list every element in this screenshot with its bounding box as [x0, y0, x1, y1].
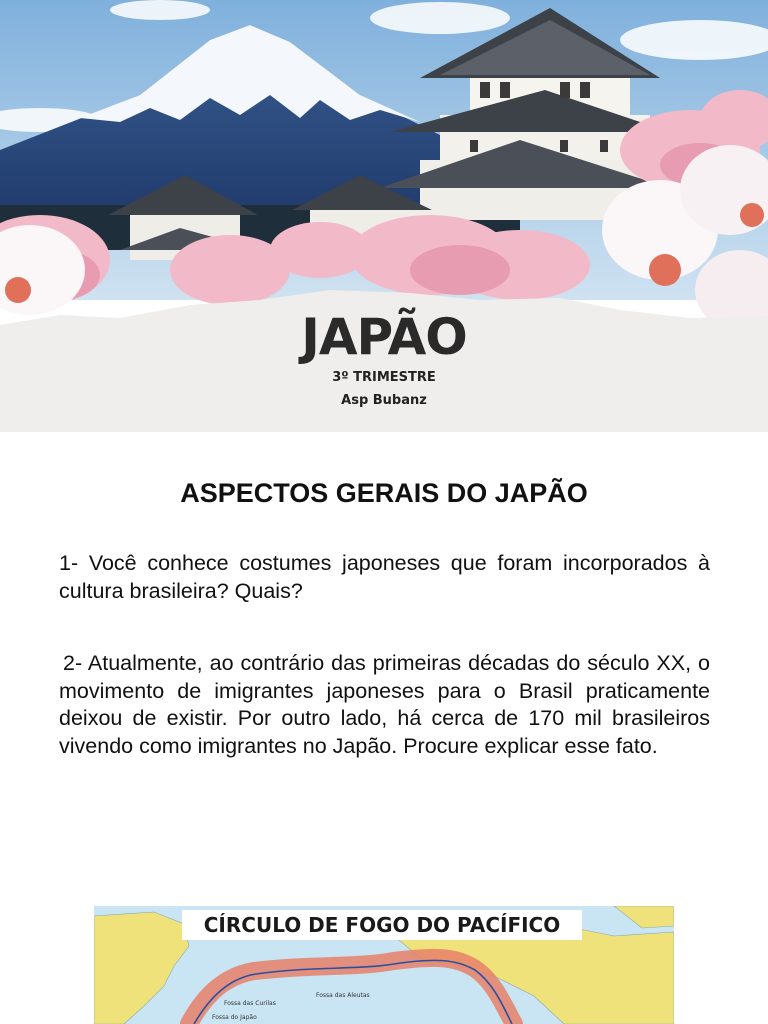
question-1: 1- Você conhece costumes japoneses que foram incorporados à cultura brasileira? Quais? — [59, 551, 710, 603]
question-2: 2- Atualmente, ao contrário das primeiras décadas do século XX, o movimento de imigrantes japoneses para o Brasil praticamente deixou de existir. Por outro lado, há cerca de 170 mil brasileiros vivendo como imigrantes no Japão. Procure explicar esse fato. — [59, 651, 710, 758]
section-heading: ASPECTOS GERAIS DO JAPÃO — [180, 478, 588, 508]
title-block — [0, 306, 768, 408]
map-label-aleutas: Fossa das Aleutas — [316, 992, 370, 999]
author-label: Asp Bubanz — [341, 393, 427, 408]
map-label-curilas: Fossa das Curilas — [224, 1000, 276, 1007]
map-label-japao: Fossa do Japão — [212, 1014, 257, 1021]
ring-of-fire-map — [94, 906, 674, 1024]
page-title: JAPÃO — [301, 308, 467, 366]
map-title: CÍRCULO DE FOGO DO PACÍFICO — [182, 910, 582, 940]
header-banner — [0, 0, 768, 432]
term-label: 3º TRIMESTRE — [332, 370, 436, 385]
